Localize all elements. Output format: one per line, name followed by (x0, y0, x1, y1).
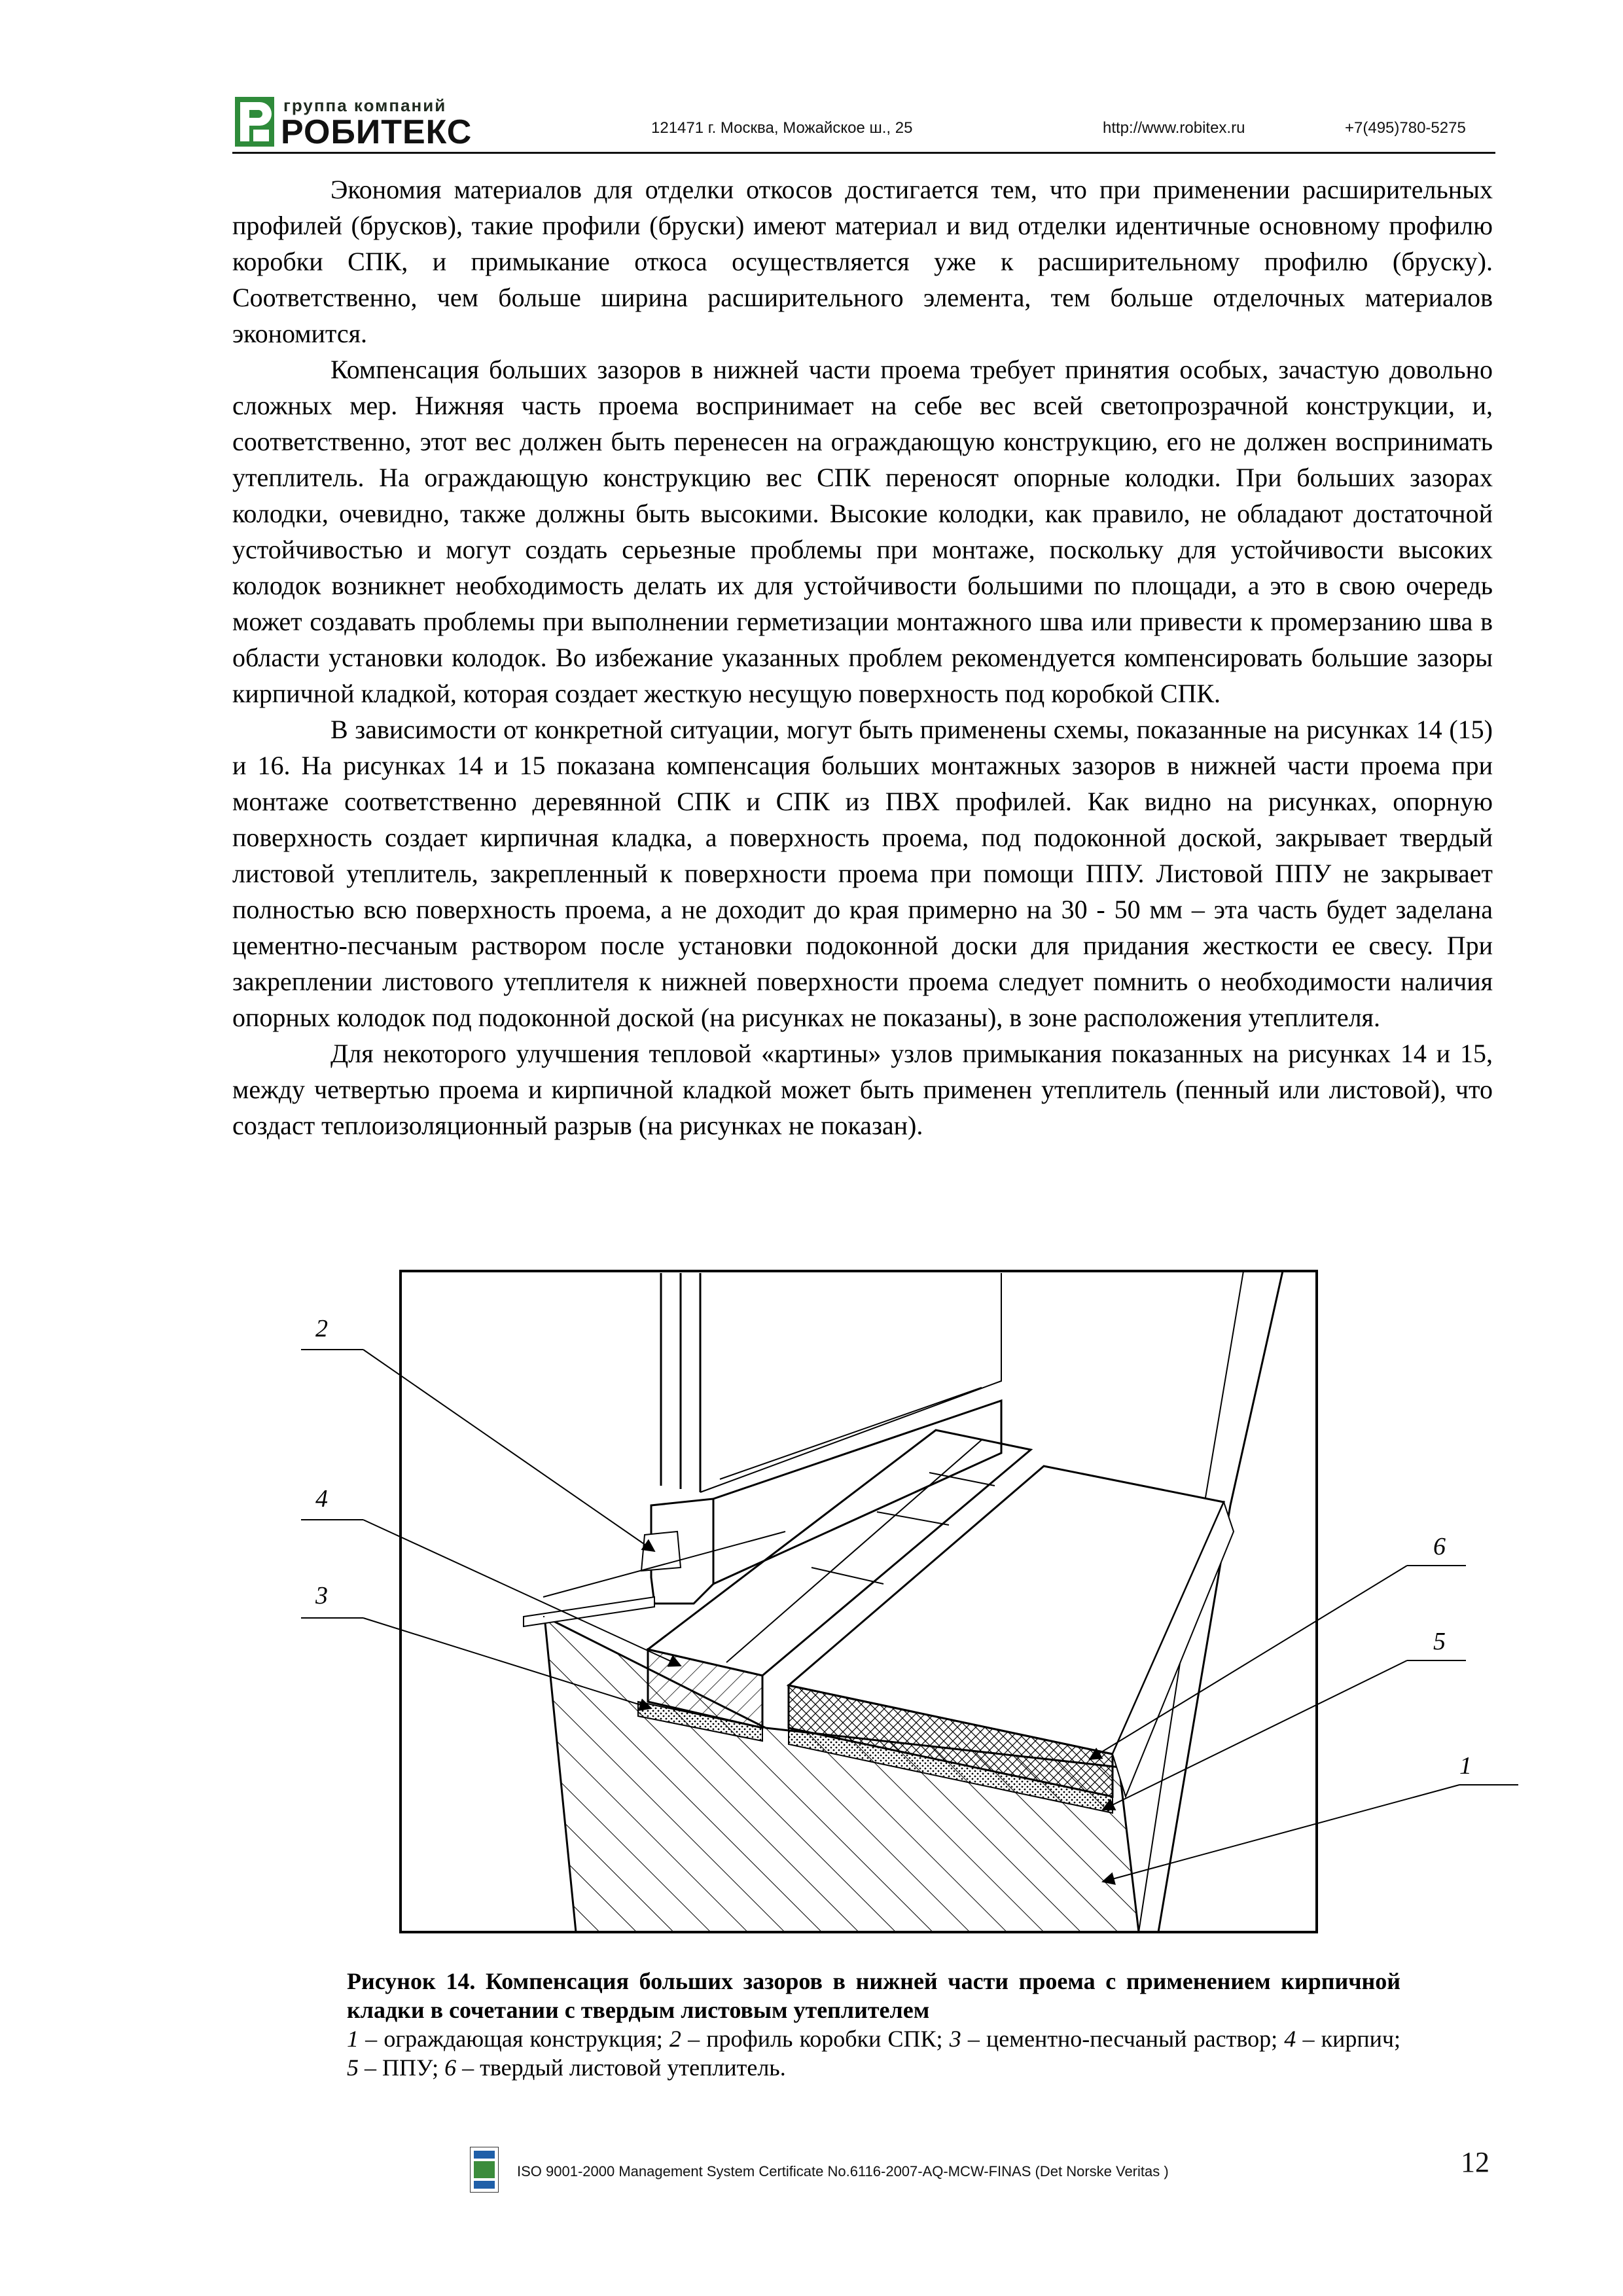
figure-label-4: 4 (315, 1485, 328, 1513)
figure-label-5: 5 (1433, 1628, 1446, 1655)
robitex-logo-icon (235, 97, 274, 147)
window-sill-edge (524, 1597, 654, 1626)
logo-company-name: РОБИТЕКС (281, 113, 473, 151)
caption-legend (347, 2024, 1400, 2082)
legend-num: 6 (444, 2054, 457, 2081)
legend-text: – профиль коробки СПК; (681, 2026, 950, 2052)
window-sash (661, 1273, 700, 1492)
leader-2 (301, 1350, 654, 1551)
paragraph: Для некоторого улучшения тепловой «картины» узлов примыкания показанных на рисунках 14 и 15, между четвертью проема и кирпичной кладкой может быть применен утеплитель (пенный или листовой), что создаст теплоизоляционный разрыв (на рисунках не показан). (232, 1039, 1493, 1140)
header-website-link[interactable]: http://www.robitex.ru (1103, 119, 1245, 137)
paragraph: В зависимости от конкретной ситуации, могут быть применены схемы, показанные на рисунках 14 (15) и 16. На рисунках 14 и 15 показана компенсация больших монтажных зазоров в нижней части проема при монтаже соответственно деревянной СПК и СПК из ПВХ профилей. Как видно на рисунках, опорную поверхность создает кирпичная кладка, а поверхность проема, под подоконной доской, закрывает твердый листовой утеплитель, закрепленный к поверхности проема при помощи ППУ. Листовой ППУ не закрывает полностью всю поверхность проема, а не доходит до края примерно на 30 - 50 мм – эта часть будет заделана цементно-песчаным раствором после установки подоконной доски для придания жесткости ее свесу. При закреплении листового утеплителя к нижней поверхности проема следует помнить о необходимости наличия опорных колодок под подоконной доской (на рисунках не показаны), в зоне расположения утеплителя. (232, 715, 1493, 1032)
legend-num: 2 (669, 2026, 681, 2052)
page-header (232, 92, 1495, 157)
figure-label-6: 6 (1433, 1533, 1446, 1560)
legend-text: – кирпич; (1296, 2026, 1401, 2052)
body-text (232, 171, 1493, 1143)
figure-label-3: 3 (315, 1582, 328, 1609)
legend-num: 4 (1284, 2026, 1296, 2052)
legend-text: – ППУ; (359, 2054, 445, 2081)
certificate-badge-icon (470, 2147, 499, 2193)
figure-caption (347, 1967, 1400, 2082)
header-address: 121471 г. Москва, Можайское ш., 25 (651, 119, 913, 137)
figure-label-1: 1 (1459, 1752, 1472, 1780)
legend-num: 3 (949, 2026, 961, 2052)
caption-title: Рисунок 14. Компенсация больших зазоров в нижней части проема с применением кирпичной кладки в сочетании с твердым листовым утеплителем (347, 1968, 1400, 2023)
header-phone: +7(495)780-5275 (1345, 119, 1466, 137)
legend-num: 1 (347, 2026, 359, 2052)
company-logo[interactable] (232, 92, 481, 151)
legend-num: 5 (347, 2054, 359, 2081)
legend-text: – ограждающая конструкция; (359, 2026, 669, 2052)
page-number: 12 (1461, 2146, 1489, 2178)
paragraph: Компенсация больших зазоров в нижней части проема требует принятия особых, зачастую довольно сложных мер. Нижняя часть проема воспринимает на себе вес всей светопрозрачной конструкции, и, соответственно, этот вес должен быть перенесен на ограждающую конструкцию, его не должен воспринимать утеплитель. На ограждающую конструкцию вес СПК переносят опорные колодки. При больших зазорах колодки, очевидно, также должны быть высокими. Высокие колодки, как правило, не обладают достаточной устойчивостью и могут создать серьезные проблемы при монтаже, поскольку для устойчивости высоких колодок возникнет необходимость делать их для устойчивости большими по площади, а это в свою очередь может создавать проблемы при выполнении герметизации монтажного шва или привести к промерзанию шва в области установки колодок. Во избежание указанных проблем рекомендуется компенсировать большие зазоры кирпичной кладкой, которая создает жесткую несущую поверхность под коробкой СПК. (232, 355, 1493, 708)
leader-4 (301, 1520, 681, 1666)
figure-label-2: 2 (315, 1315, 328, 1342)
logo-subtitle: группа компаний (283, 96, 447, 115)
certificate-text: ISO 9001-2000 Management System Certificate No.6116-2007-AQ-MCW-FINAS (Det Norske Veritas ) (517, 2163, 1169, 2179)
figure-14-drawing (0, 1263, 1623, 1957)
leader-1 (1103, 1785, 1518, 1882)
header-divider (232, 152, 1495, 154)
paragraph: Экономия материалов для отделки откосов достигается тем, что при применении расширительных профилей (брусков), такие профили (бруски) имеют материал и вид отделки идентичные основному профилю коробки СПК, и примыкание откоса осуществляется уже к расширительному профилю (бруску). Соответственно, чем больше ширина расширительного элемента, тем больше отделочных материалов экономится. (232, 175, 1493, 348)
legend-text: – твердый листовой утеплитель. (456, 2054, 786, 2081)
legend-text: – цементно-песчаный раствор; (961, 2026, 1285, 2052)
